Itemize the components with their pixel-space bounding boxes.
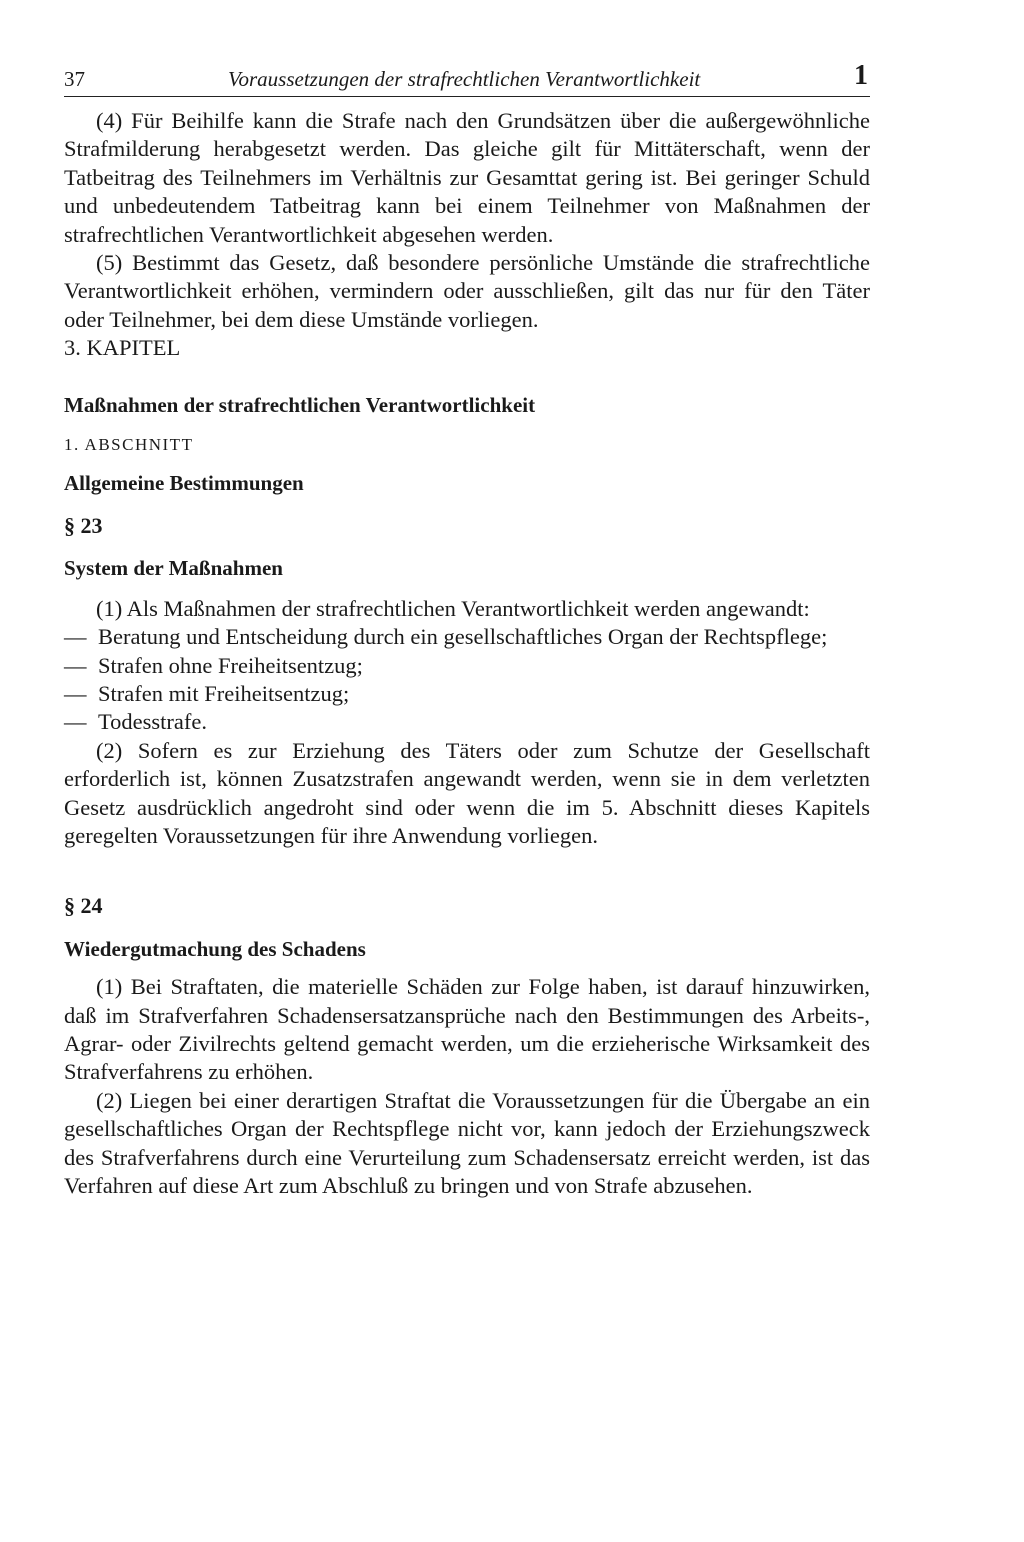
chapter-number: 1	[854, 60, 868, 91]
s24-clause-2: (2) Liegen bei einer derartigen Straftat die Voraussetzungen für die Übergabe an ein gesellschaftliches Organ der Rechtspflege nicht vor, kann jedoch der Erziehungszweck des Strafverfahrens durch eine Verurteilung zum Schadensersatz erreicht werden, ist das Verfahren auf diese Art zum Abschluß zu bringen und von Strafe abzusehen.	[64, 1087, 870, 1198]
running-title: Voraussetzungen der strafrechtlichen Verantwortlichkeit	[228, 67, 701, 91]
paragraph-24-number: § 24	[64, 893, 103, 919]
paragraph-24-title: Wiedergutmachung des Schadens	[64, 936, 366, 961]
list-item-text: Strafen ohne Freiheitsentzug;	[98, 652, 363, 678]
dash-mark: —	[64, 680, 87, 706]
list-item	[64, 652, 870, 680]
list-item-text: Beratung und Entscheidung durch ein gesellschaftliches Organ der Rechtspflege;	[98, 624, 828, 650]
paragraph-5: (5) Bestimmt das Gesetz, daß besondere persönliche Umstände die strafrechtliche Verantwortlichkeit erhöhen, vermindern oder ausschließen, gilt das nur für den Täter oder Teilnehmer, bei dem diese Umstände vorliegen.	[64, 250, 870, 332]
list-item	[64, 623, 870, 651]
dash-mark: —	[64, 709, 87, 735]
list-item	[64, 680, 870, 708]
paragraph-23-number: § 23	[64, 512, 103, 538]
paragraph-23-title: System der Maßnahmen	[64, 556, 283, 581]
s23-clause-2: (2) Sofern es zur Erziehung des Täters oder zum Schutze der Gesellschaft erforderlich ist, können Zusatzstrafen angewandt werden, wenn sie in dem verletzten Gesetz ausdrücklich angedroht sind oder wenn die im 5. Abschnitt dieses Kapitels geregelten Voraussetzungen für ihre Anwendung vorliegen.	[64, 737, 870, 848]
section-title: Allgemeine Bestimmungen	[64, 471, 304, 496]
document-page	[64, 58, 870, 1200]
paragraph-4: (4) Für Beihilfe kann die Strafe nach den Grundsätzen über die außergewöhnliche Strafmilderung herabgesetzt werden. Das gleiche gilt für Mittäterschaft, wenn der Tatbeitrag des Teilnehmers im Verhältnis zur Gesamttat gering ist. Bei geringer Schuld und unbedeutendem Tatbeitrag kann bei einem Teilnehmer von Maßnahmen der strafrechtlichen Verantwortlichkeit abgesehen werden.	[64, 108, 870, 247]
section-label: 1. ABSCHNITT	[64, 435, 194, 455]
body-text	[64, 107, 870, 1200]
s24-clause-1: (1) Bei Straftaten, die materielle Schäden zur Folge haben, ist darauf hinzuwirken, daß im Strafverfahren Schadensersatzansprüche nach den Bestimmungen des Arbeits-, Agrar- oder Zivilrechts geltend gemacht werden, um die erzieherische Wirksamkeit des Strafverfahrens zu erhöhen.	[64, 974, 870, 1085]
list-item	[64, 708, 870, 736]
chapter-label: 3. KAPITEL	[64, 335, 181, 361]
dash-mark: —	[64, 652, 87, 678]
dash-mark: —	[64, 624, 87, 650]
running-header	[64, 58, 870, 97]
list-item-text: Strafen mit Freiheitsentzug;	[98, 680, 350, 706]
list-item-text: Todesstrafe.	[98, 709, 208, 735]
chapter-title: Maßnahmen der strafrechtlichen Verantwortlichkeit	[64, 392, 536, 417]
s23-clause-1: (1) Als Maßnahmen der strafrechtlichen Verantwortlichkeit werden angewandt:	[96, 595, 810, 621]
page-number: 37	[64, 67, 85, 91]
